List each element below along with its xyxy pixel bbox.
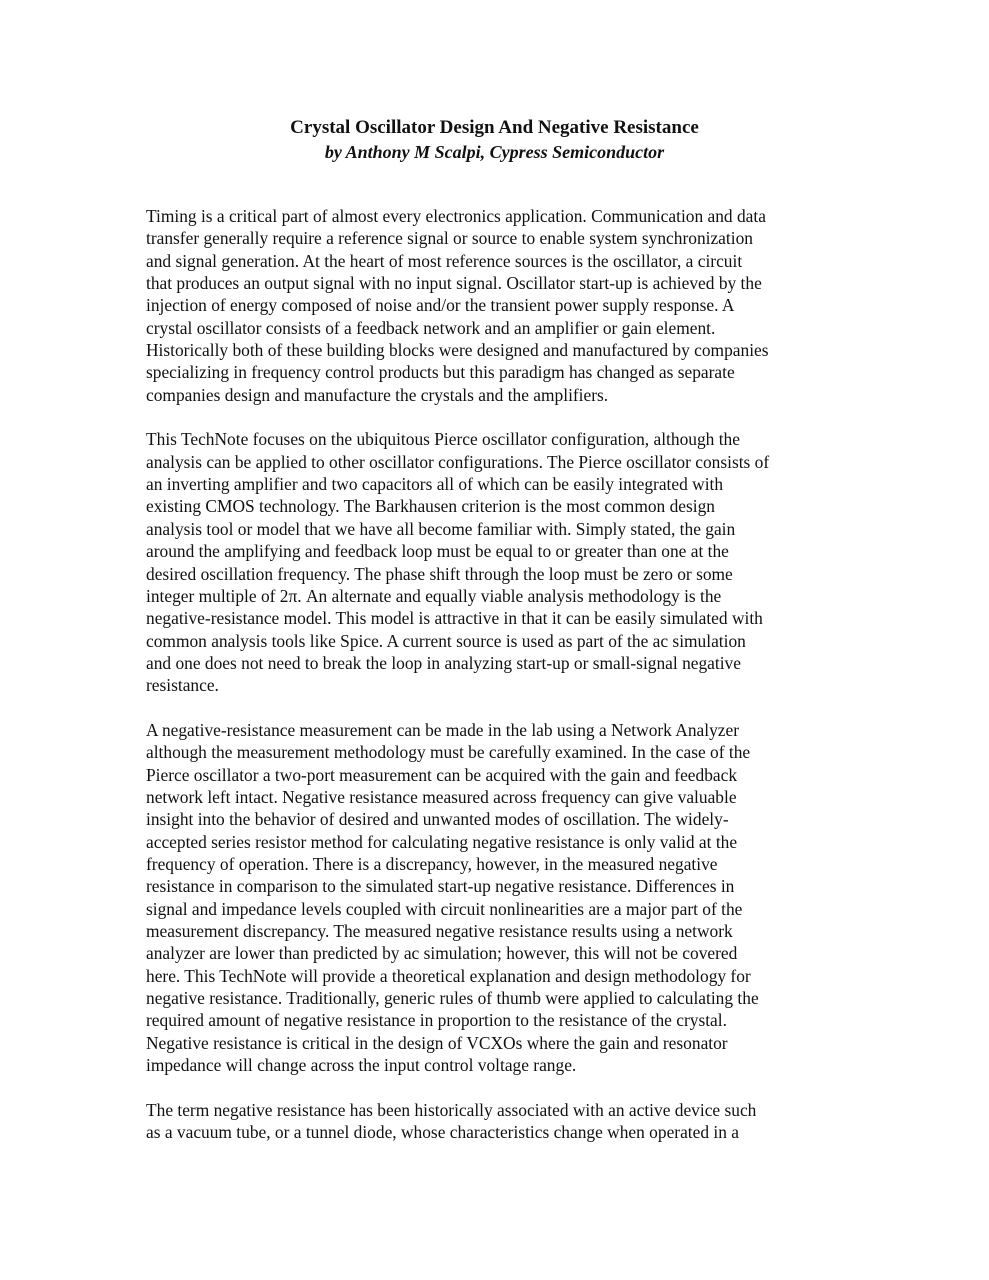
paragraph-2: This TechNote focuses on the ubiquitous Pierce oscillator configuration, although the analysis can be applied to other oscillator configurations. The Pierce oscillator consists of an inverting amplifier and two capacitors all of which can be easily integrated with existing CMOS technology. The Barkhausen criterion is the most common design analysis tool or model that we have all become familiar with. Simply stated, the gain around the amplifying and feedback loop must be equal to or greater than one at the desired oscillation frequency. The phase shift through the loop must be zero or some integer multiple of 2π. An alternate and equally viable analysis methodology is the negative-resistance model. This model is attractive in that it can be easily simulated with common analysis tools like Spice. A current source is used as part of the ac simulation and one does not need to break the loop in analyzing start-up or small-signal negative resistance.: [146, 429, 770, 696]
author-byline: by Anthony M Scalpi, Cypress Semiconductor: [324, 142, 665, 162]
document-title: Crystal Oscillator Design And Negative Resistance: [290, 117, 699, 138]
title-block: [0, 116, 989, 164]
paragraph-3: A negative-resistance measurement can be made in the lab using a Network Analyzer although the measurement methodology must be carefully examined. In the case of the Pierce oscillator a two-port measurement can be acquired with the gain and feedback network left intact. Negative resistance measured across frequency can give valuable insight into the behavior of desired and unwanted modes of oscillation. The widely- accepted series resistor method for calculating negative resistance is only valid at the frequency of operation. There is a discrepancy, however, in the measured negative resistance in comparison to the simulated start-up negative resistance. Differences in signal and impedance levels coupled with circuit nonlinearities are a major part of the measurement discrepancy. The measured negative resistance results using a network analyzer are lower than predicted by ac simulation; however, this will not be covered here. This TechNote will provide a theoretical explanation and design methodology for negative resistance. Traditionally, generic rules of thumb were applied to calculating the required amount of negative resistance in proportion to the resistance of the crystal. Negative resistance is critical in the design of VCXOs where the gain and resonator impedance will change across the input control voltage range.: [146, 719, 759, 1076]
body-text: [146, 205, 846, 1166]
paragraph-1: Timing is a critical part of almost every electronics application. Communication and data transfer generally require a reference signal or source to enable system synchronization and signal generation. At the heart of most reference sources is the oscillator, a circuit that produces an output signal with no input signal. Oscillator start-up is achieved by the injection of energy composed of noise and/or the transient power supply response. A crystal oscillator consists of a feedback network and an amplifier or gain element. Historically both of these building blocks were designed and manufactured by companies specializing in frequency control products but this paradigm has changed as separate companies design and manufacture the crystals and the amplifiers.: [146, 206, 769, 405]
paragraph-4: The term negative resistance has been historically associated with an active device such as a vacuum tube, or a tunnel diode, whose characteristics change when operated in a: [146, 1099, 757, 1143]
